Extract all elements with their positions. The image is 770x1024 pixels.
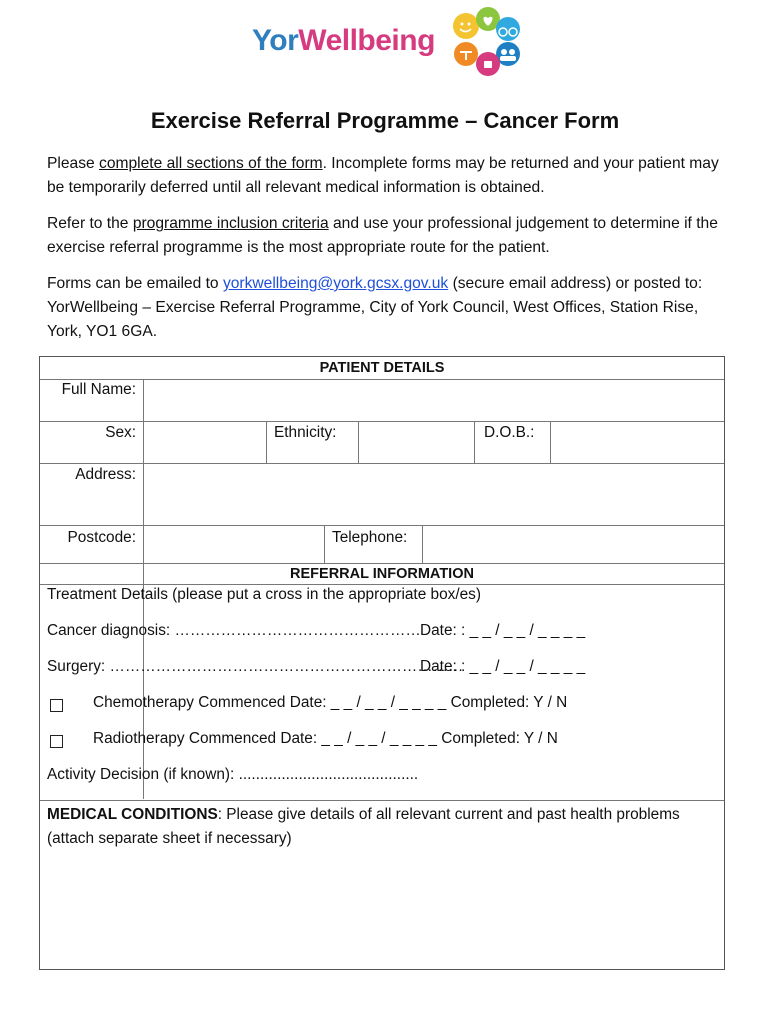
- sex-label: Sex:: [105, 424, 136, 441]
- yorwellbeing-logo: [252, 6, 524, 78]
- chemotherapy-checkbox[interactable]: [50, 699, 63, 712]
- radiotherapy-checkbox[interactable]: [50, 735, 63, 748]
- referral-form-table: [39, 356, 725, 970]
- patient-details-heading: PATIENT DETAILS: [319, 360, 445, 376]
- medical-conditions-text: MEDICAL CONDITIONS: Please give details of all relevant current and past health problems (attach separate sheet if necessary): [47, 806, 680, 847]
- postcode-field[interactable]: [144, 525, 324, 563]
- telephone-field[interactable]: [423, 525, 724, 563]
- logo-wordmark: YorWellbeing: [252, 24, 435, 57]
- email-link[interactable]: yorkwellbeing@york.gcsx.gov.uk: [222, 275, 449, 292]
- cancer-diagnosis-field[interactable]: Cancer diagnosis: …………………………………………: [47, 622, 421, 639]
- dob-field[interactable]: [551, 421, 724, 463]
- dob-label: D.O.B.:: [484, 424, 535, 441]
- referral-information-heading: REFERRAL INFORMATION: [290, 566, 474, 582]
- complete-sections-underline: complete all sections of the form: [99, 155, 323, 172]
- inclusion-criteria-link[interactable]: programme inclusion criteria: [132, 215, 329, 232]
- address-label: Address:: [75, 466, 136, 483]
- surgery-field[interactable]: Surgery: ……………………………………………………………: [47, 658, 464, 675]
- radiotherapy-text: Radiotherapy Commenced Date: _ _ / _ _ / _ _ _ _ Completed: Y / N: [93, 730, 558, 747]
- medical-conditions-heading: MEDICAL CONDITIONS: [47, 806, 218, 823]
- page-title: Exercise Referral Programme – Cancer Form: [150, 108, 620, 133]
- treatment-details-text: Treatment Details (please put a cross in the appropriate box/es): [47, 586, 482, 603]
- surgery-date-field[interactable]: Date: : _ _ / _ _ / _ _ _ _: [420, 658, 586, 675]
- full-name-label: Full Name:: [61, 381, 136, 398]
- flower-petals-logo-icon: [448, 6, 524, 78]
- intro-paragraph-1: Please complete all sections of the form. Incomplete forms may be returned and your patient may be temporarily deferred until all relevant medical information is obtained.: [47, 155, 719, 196]
- ethnicity-field[interactable]: [359, 421, 474, 463]
- intro-paragraph-3: Forms can be emailed to yorkwellbeing@york.gcsx.gov.uk (secure email address) or posted to: YorWellbeing – Exercise Referral Programme, City of York Council, West Offices, Station Rise, York, YO1 6GA.: [47, 275, 703, 340]
- ethnicity-label: Ethnicity:: [274, 424, 337, 441]
- intro-paragraph-2: Refer to the programme inclusion criteria and use your professional judgement to determine if the exercise referral programme is the most appropriate route for the patient.: [47, 215, 718, 256]
- postcode-label: Postcode:: [67, 529, 136, 546]
- telephone-label: Telephone:: [332, 529, 408, 546]
- full-name-field[interactable]: [144, 379, 724, 421]
- medical-conditions-field[interactable]: [40, 853, 724, 969]
- activity-decision-field[interactable]: Activity Decision (if known): ..........................................: [47, 766, 419, 783]
- cancer-diagnosis-date-field[interactable]: Date: : _ _ / _ _ / _ _ _ _: [420, 622, 586, 639]
- address-field[interactable]: [144, 463, 724, 525]
- chemotherapy-text: Chemotherapy Commenced Date: _ _ / _ _ / _ _ _ _ Completed: Y / N: [93, 694, 568, 711]
- sex-field[interactable]: [144, 421, 266, 463]
